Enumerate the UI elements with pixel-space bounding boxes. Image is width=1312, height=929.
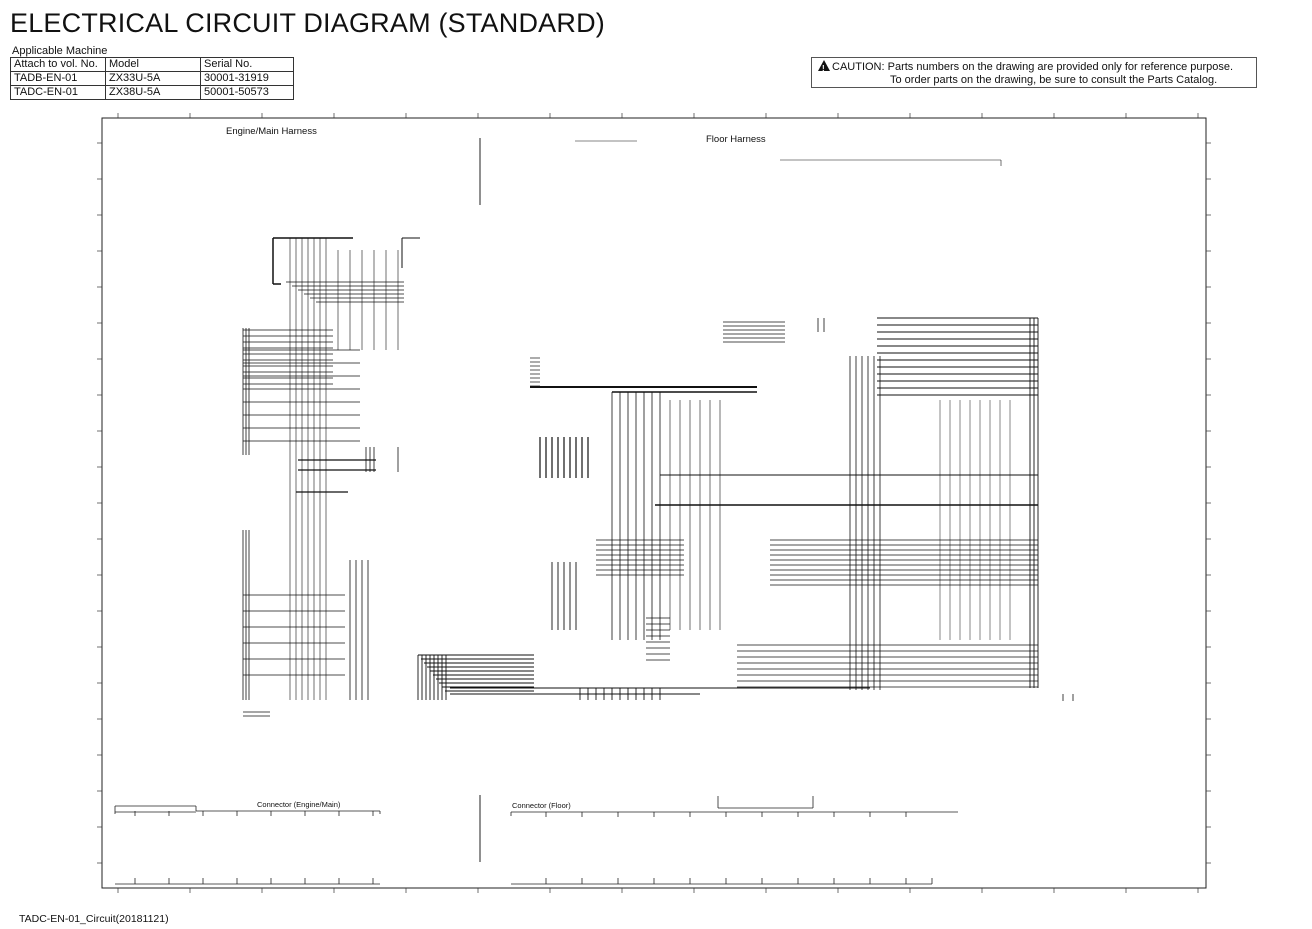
table-cell: ZX33U-5A (106, 72, 201, 86)
table-cell: 50001-50573 (201, 86, 294, 100)
frame-ticks (97, 113, 1211, 893)
document-id: TADC-EN-01_Circuit(20181121) (19, 913, 169, 925)
connector-engine-main-label: Connector (Engine/Main) (257, 800, 341, 809)
table-cell: ZX38U-5A (106, 86, 201, 100)
table-cell: TADB-EN-01 (11, 72, 106, 86)
header-cell: Attach to vol. No. (11, 58, 106, 72)
applicable-machine-label: Applicable Machine (12, 45, 108, 57)
table-cell: TADC-EN-01 (11, 86, 106, 100)
header-cell: Model (106, 58, 201, 72)
connector-floor-label: Connector (Floor) (512, 801, 571, 810)
drawing-frame (102, 118, 1206, 888)
page-title: ELECTRICAL CIRCUIT DIAGRAM (STANDARD) (10, 8, 605, 38)
table-cell: 30001-31919 (201, 72, 294, 86)
header-cell: Serial No. (201, 58, 294, 72)
wiring (243, 141, 1073, 716)
caution-line-2: To order parts on the drawing, be sure to consult the Parts Catalog. (890, 74, 1218, 86)
engine-main-harness-label: Engine/Main Harness (226, 126, 317, 137)
caution-line-1: CAUTION: Parts numbers on the drawing are provided only for reference purpose. (832, 61, 1234, 73)
floor-harness-label: Floor Harness (706, 134, 766, 145)
